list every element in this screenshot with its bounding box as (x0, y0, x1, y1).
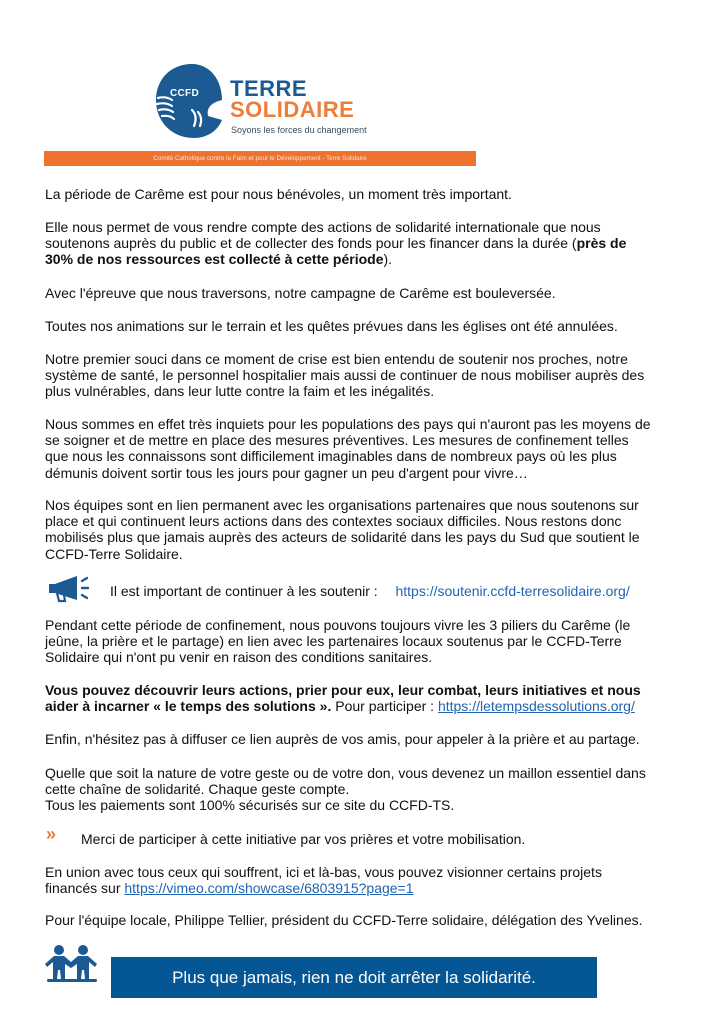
bold-text: Vous pouvez découvrir leurs actions, prier pour eux, leur combat, leurs initiatives et nous (45, 682, 641, 698)
logo-badge-text: CCFD (170, 88, 199, 99)
text-line: CCFD-Terre Solidaire. (45, 545, 183, 562)
organization-name-bar: Comité Catholique contre la Faim et pour le Développement - Terre Solidaire (44, 151, 476, 166)
text-line: cette chaîne de solidarité. Chaque geste compte. (45, 781, 350, 798)
children-holding-hands-icon (45, 944, 99, 984)
text-line: se soigner et de mettre en place des mesures préventives. Les mesures de confinement telles (45, 432, 629, 449)
text-line: démunis doivent sortir tous les jours pour gagner un peu d'argent pour vivre… (45, 464, 528, 481)
paragraph-priorities (45, 351, 685, 400)
text-line (45, 251, 685, 267)
solidarity-banner: Plus que jamais, rien ne doit arrêter la solidarité. (111, 957, 597, 998)
paragraph-fundraising (45, 219, 685, 268)
text-line: En union avec tous ceux qui souffrent, ici et là-bas, vous pouvez visionner certains projets (45, 864, 602, 880)
text-line: mobilisés plus que jamais auprès des acteurs de solidarité dans les pays du Sud que soutient le (45, 529, 640, 546)
text-line: plus vulnérables, dans leur lutte contre la faim et les inégalités. (45, 383, 435, 400)
temps-des-solutions-link[interactable]: https://letempsdessolutions.org/ (437, 698, 635, 715)
paragraph-discover (45, 682, 685, 714)
paragraph-share: Enfin, n'hésitez pas à diffuser ce lien auprès de vos amis, pour appeler à la prière et au partage. (45, 731, 640, 747)
support-line (110, 583, 690, 599)
text-line: Nos équipes sont en lien permanent avec les organisations partenaires que nous soutenons sur (45, 497, 639, 513)
text-line: Nous sommes en effet très inquiets pour les populations des pays qui n'auront pas les moyens de (45, 416, 651, 432)
bold-text: 30% de nos ressources est collecté à cette période (45, 251, 384, 268)
bold-text: aider à incarner « le temps des solutions ». (45, 698, 332, 715)
paragraph-lent-pillars (45, 617, 685, 666)
double-chevron-right-icon: » (46, 824, 57, 844)
text-span: Pour participer : (331, 698, 438, 715)
text-line: système de santé, le personnel hospitalier mais aussi de continuer de nous mobiliser auprès des (45, 367, 645, 384)
support-donation-link[interactable]: https://soutenir.ccfd-terresolidaire.org/ (395, 583, 630, 599)
paragraph-donation (45, 765, 685, 814)
megaphone-icon (47, 574, 103, 604)
text-line: Tous les paiements sont 100% sécurisés sur ce site du CCFD-TS. (45, 797, 455, 814)
ccfd-logo-emblem-icon (152, 62, 224, 140)
paragraph-videos (45, 864, 685, 896)
vimeo-showcase-link[interactable]: https://vimeo.com/showcase/6803915?page=1 (124, 880, 414, 897)
text-line (45, 698, 685, 714)
text-line: Solidaire qui n'ont pu venir en raison des conditions sanitaires. (45, 649, 433, 666)
logo-title-solidaire: SOLIDAIRE (230, 97, 355, 122)
paragraph-campaign: Avec l'épreuve que nous traversons, notre campagne de Carême est bouleversée. (45, 285, 556, 301)
paragraph-concerns (45, 416, 685, 481)
text-line: jeûne, la prière et le partage) en lien avec les partenaires locaux soutenus par le CCFD-Terre (45, 633, 622, 650)
logo-title-terre: TERRE (230, 76, 308, 101)
bold-text: près de (576, 235, 627, 252)
text-line: Pendant cette période de confinement, nous pouvons toujours vivre les 3 piliers du Carême (le (45, 617, 631, 633)
text-line: que nous les connaissons sont difficilement imaginables dans de nombreux pays où les plus (45, 448, 617, 465)
signature: Pour l'équipe locale, Philippe Tellier, président du CCFD-Terre solidaire, délégation des Yvelines. (45, 912, 643, 928)
text-line (45, 682, 685, 698)
text-line: Elle nous permet de vous rendre compte des actions de solidarité internationale que nous (45, 219, 601, 235)
paragraph-teams (45, 497, 685, 562)
text-line: Quelle que soit la nature de votre geste ou de votre don, vous devenez un maillon essentiel dans (45, 765, 646, 781)
text-span: financés sur (45, 880, 125, 897)
text-line (45, 235, 685, 251)
paragraph-intro: La période de Carême est pour nous bénévoles, un moment très important. (45, 186, 512, 202)
text-line: place et qui continuent leurs actions dans des contextes sociaux difficiles. Nous restons donc (45, 513, 622, 530)
support-text: Il est important de continuer à les soutenir : (110, 583, 378, 599)
logo-tagline: Soyons les forces du changement (231, 125, 367, 135)
text-span: ). (383, 251, 393, 268)
text-line (45, 880, 685, 896)
text-span: soutenons auprès du public et de collecter des fonds pour les financer dans la durée ( (45, 235, 577, 252)
paragraph-cancelled: Toutes nos animations sur le terrain et les quêtes prévues dans les églises ont été annulées. (45, 318, 618, 334)
thanks-line: Merci de participer à cette initiative par vos prières et votre mobilisation. (81, 831, 526, 847)
text-line: Notre premier souci dans ce moment de crise est bien entendu de soutenir nos proches, notre (45, 351, 628, 367)
